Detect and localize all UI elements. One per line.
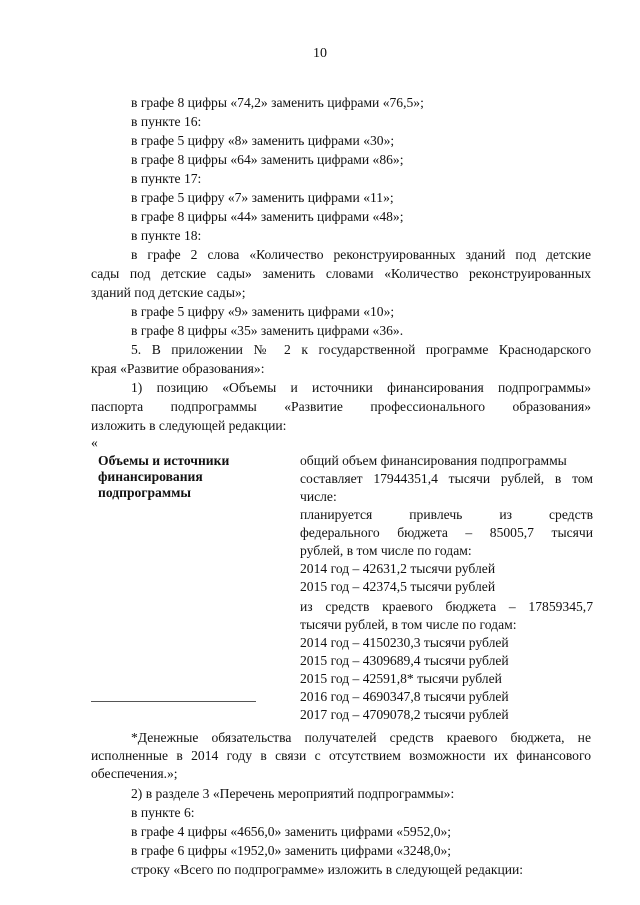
line-bottom-0: 2) в разделе 3 «Перечень мероприятий подпрограммы»: bbox=[131, 786, 455, 801]
para18-line3: зданий под детские сады»; bbox=[91, 285, 246, 300]
line-top-7: в пункте 18: bbox=[131, 228, 202, 243]
regional-year-2014: 2014 год – 4150230,3 тысячи рублей bbox=[300, 635, 509, 650]
line-top-2: в графе 5 цифру «8» заменить цифрами «30»; bbox=[131, 133, 395, 148]
federal-line3: рублей, в том числе по годам: bbox=[300, 543, 472, 558]
line-mid-0: в графе 5 цифру «9» заменить цифрами «10»; bbox=[131, 304, 395, 319]
para18-line2: сады под детские сады» заменить словами «Количество реконструированных bbox=[91, 266, 591, 281]
table-label-line2: финансирования bbox=[98, 469, 203, 484]
federal-line1: планируется привлечь из средств bbox=[300, 507, 593, 522]
open-quote: « bbox=[91, 435, 98, 450]
table-label-line3: подпрограммы bbox=[98, 485, 191, 500]
regional-line2: тысячи рублей, в том числе по годам: bbox=[300, 617, 517, 632]
item5-1-line1: 1) позицию «Объемы и источники финансирования подпрограммы» bbox=[131, 380, 591, 395]
item5-line1: 5. В приложении № 2 к государственной программе Краснодарского bbox=[131, 342, 591, 357]
line-bottom-1: в пункте 6: bbox=[131, 805, 195, 820]
line-bottom-4: строку «Всего по подпрограмме» изложить в следующей редакции: bbox=[131, 862, 524, 877]
regional-year-2015: 2015 год – 4309689,4 тысячи рублей bbox=[300, 653, 509, 668]
line-bottom-2: в графе 4 цифры «4656,0» заменить цифрами «5952,0»; bbox=[131, 824, 452, 839]
footnote-line1: *Денежные обязательства получателей средств краевого бюджета, не bbox=[131, 730, 591, 745]
footnote-line3: обеспечения.»; bbox=[91, 766, 178, 781]
line-top-6: в графе 8 цифры «44» заменить цифрами «48»; bbox=[131, 209, 404, 224]
item5-1-line2: паспорта подпрограммы «Развитие профессионального образования» bbox=[91, 399, 591, 414]
regional-year-2017: 2017 год – 4709078,2 тысячи рублей bbox=[300, 707, 509, 722]
federal-year-2015: 2015 год – 42374,5 тысячи рублей bbox=[300, 579, 496, 594]
page-number: 10 bbox=[313, 46, 327, 61]
total-line2: составляет 17944351,4 тысячи рублей, в том bbox=[300, 471, 593, 486]
regional-line1: из средств краевого бюджета – 17859345,7 bbox=[300, 599, 593, 614]
line-top-4: в пункте 17: bbox=[131, 171, 202, 186]
footnote-line2: исполненные в 2014 году в связи с отсутствием возможности их финансового bbox=[91, 748, 591, 763]
total-line1: общий объем финансирования подпрограммы bbox=[300, 453, 567, 468]
line-top-5: в графе 5 цифру «7» заменить цифрами «11»; bbox=[131, 190, 394, 205]
regional-year-2015-extra: 2015 год – 42591,8* тысячи рублей bbox=[300, 671, 502, 686]
line-bottom-3: в графе 6 цифры «1952,0» заменить цифрами «3248,0»; bbox=[131, 843, 452, 858]
total-line3: числе: bbox=[300, 489, 337, 504]
para18-line1: в графе 2 слова «Количество реконструированных зданий под детские bbox=[131, 247, 591, 262]
federal-year-2014: 2014 год – 42631,2 тысячи рублей bbox=[300, 561, 496, 576]
line-top-0: в графе 8 цифры «74,2» заменить цифрами «76,5»; bbox=[131, 95, 424, 110]
footnote-rule bbox=[91, 701, 256, 702]
line-top-1: в пункте 16: bbox=[131, 114, 202, 129]
regional-year-2016: 2016 год – 4690347,8 тысячи рублей bbox=[300, 689, 509, 704]
line-mid-1: в графе 8 цифры «35» заменить цифрами «36». bbox=[131, 323, 404, 338]
federal-line2: федерального бюджета – 85005,7 тысячи bbox=[300, 525, 593, 540]
item5-line2: края «Развитие образования»: bbox=[91, 361, 265, 376]
line-top-3: в графе 8 цифры «64» заменить цифрами «86»; bbox=[131, 152, 404, 167]
item5-1-line3: изложить в следующей редакции: bbox=[91, 418, 287, 433]
table-label-line1: Объемы и источники bbox=[98, 453, 230, 468]
